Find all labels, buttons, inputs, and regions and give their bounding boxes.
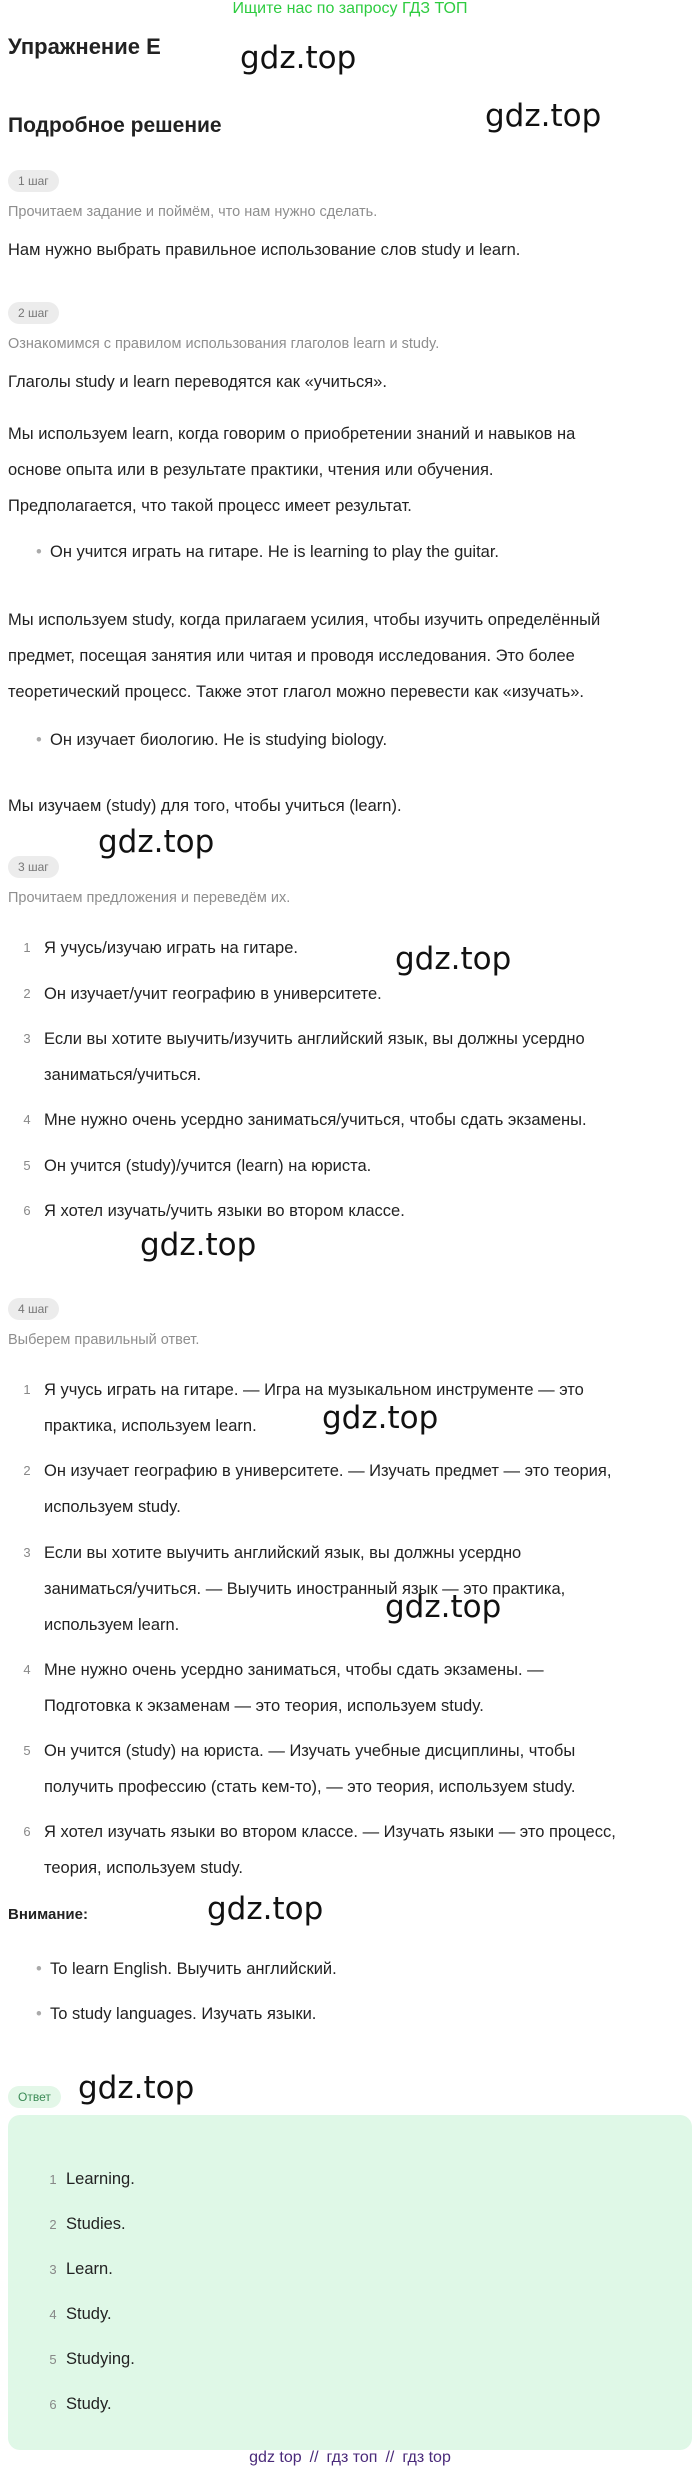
step-text: Нам нужно выбрать правильное использование слов study и learn.: [8, 241, 521, 259]
answer-item: Study.: [66, 2305, 112, 2323]
watermark: gdz.top: [322, 1400, 439, 1436]
list-number: 2: [23, 1463, 31, 1478]
watermark: gdz.top: [140, 1227, 257, 1263]
watermark: gdz.top: [485, 98, 602, 134]
list-number: 2: [23, 986, 31, 1001]
list-number: 3: [23, 1031, 31, 1046]
answer-number: 3: [49, 2262, 57, 2277]
list-item: Мне нужно очень усердно заниматься/учиться, чтобы сдать экзамены.: [44, 1111, 587, 1129]
answer-number: 2: [49, 2217, 57, 2232]
paragraph-line: теоретический процесс. Также этот глагол можно перевести как «изучать».: [8, 683, 585, 701]
footer-links: [0, 2449, 700, 2467]
list-item-line: заниматься/учиться.: [44, 1066, 202, 1084]
footer-separator: //: [309, 2449, 319, 2466]
list-number: 1: [23, 940, 31, 955]
step-hint: Прочитаем задание и поймём, что нам нужно сделать.: [8, 204, 378, 220]
list-number: 1: [23, 1382, 31, 1397]
list-item-line: заниматься/учиться. — Выучить иностранный язык — это практика,: [44, 1580, 566, 1598]
paragraph: Мы изучаем (study) для того, чтобы учиться (learn).: [8, 797, 402, 815]
paragraph-line: Предполагается, что такой процесс имеет результат.: [8, 497, 412, 515]
answer-number: 4: [49, 2307, 57, 2322]
watermark: gdz.top: [207, 1891, 324, 1927]
answer-number: 6: [49, 2397, 57, 2412]
list-number: 4: [23, 1662, 31, 1677]
footer-link[interactable]: гдз топ: [326, 2449, 378, 2466]
bullet-item: • Он изучает биологию. He is studying biology.: [50, 731, 387, 750]
answer-number: 5: [49, 2352, 57, 2367]
answer-item: Studies.: [66, 2215, 126, 2233]
footer-separator: //: [385, 2449, 395, 2466]
answer-item: Study.: [66, 2395, 112, 2413]
footer-link[interactable]: гдз top: [402, 2449, 451, 2466]
step-hint: Выберем правильный ответ.: [8, 1332, 200, 1348]
list-item-line: используем study.: [44, 1498, 181, 1516]
list-number: 4: [23, 1112, 31, 1127]
list-item: Он изучает географию в университете. — Изучать предмет — это теория,: [44, 1462, 612, 1480]
paragraph-line: Мы используем learn, когда говорим о приобретении знаний и навыков на: [8, 425, 576, 443]
step-hint: Прочитаем предложения и переведём их.: [8, 890, 291, 906]
paragraph-line: предмет, посещая занятия или читая и проводя исследования. Это более: [8, 647, 575, 665]
list-item: Мне нужно очень усердно заниматься, чтобы сдать экзамены. —: [44, 1661, 544, 1679]
step-badge: 1 шаг: [8, 170, 59, 192]
attention-label: Внимание:: [8, 1906, 88, 1923]
list-item-line: используем learn.: [44, 1616, 180, 1634]
search-hint-link[interactable]: Ищите нас по запросу ГДЗ ТОП: [232, 0, 468, 17]
answer-badge: Ответ: [8, 2086, 61, 2108]
step-badge: 2 шаг: [8, 302, 59, 324]
solution-heading: Подробное решение: [8, 114, 222, 137]
list-number: 5: [23, 1743, 31, 1758]
bullet-item: • Он учится играть на гитаре. He is learning to play the guitar.: [50, 543, 499, 562]
paragraph-line: Мы используем study, когда прилагаем усилия, чтобы изучить определённый: [8, 611, 601, 629]
list-item-line: теория, используем study.: [44, 1859, 244, 1877]
answer-item: Learn.: [66, 2260, 113, 2278]
step-badge: 3 шаг: [8, 856, 59, 878]
answer-item: Studying.: [66, 2350, 135, 2368]
list-item-line: практика, используем learn.: [44, 1417, 257, 1435]
exercise-title: Упражнение E: [8, 34, 161, 59]
watermark: gdz.top: [240, 40, 357, 76]
list-item: Я хотел изучать языки во втором классе. — Изучать языки — это процесс,: [44, 1823, 616, 1841]
list-number: 5: [23, 1158, 31, 1173]
list-item: Если вы хотите выучить/изучить английский язык, вы должны усердно: [44, 1030, 585, 1048]
bullet-item: • To study languages. Изучать языки.: [50, 2005, 316, 2024]
list-item: Если вы хотите выучить английский язык, вы должны усердно: [44, 1544, 522, 1562]
list-item: Он изучает/учит географию в университете.: [44, 985, 382, 1003]
watermark: gdz.top: [385, 1589, 502, 1625]
list-item: Я учусь/изучаю играть на гитаре.: [44, 939, 298, 957]
answer-number: 1: [49, 2172, 57, 2187]
paragraph-line: основе опыта или в результате практики, чтения или обучения.: [8, 461, 494, 479]
answer-item: Learning.: [66, 2170, 135, 2188]
list-number: 6: [23, 1203, 31, 1218]
step-hint: Ознакомимся с правилом использования глаголов learn и study.: [8, 336, 440, 352]
list-item: Я учусь играть на гитаре. — Игра на музыкальном инструменте — это: [44, 1381, 584, 1399]
watermark: gdz.top: [395, 941, 512, 977]
step-badge: 4 шаг: [8, 1298, 59, 1320]
list-item-line: получить профессию (стать кем-то), — это теория, используем study.: [44, 1778, 576, 1796]
list-item: Он учится (study) на юриста. — Изучать учебные дисциплины, чтобы: [44, 1742, 576, 1760]
watermark: gdz.top: [98, 824, 215, 860]
list-number: 6: [23, 1824, 31, 1839]
list-item: Он учится (study)/учится (learn) на юриста.: [44, 1157, 372, 1175]
list-item: Я хотел изучать/учить языки во втором классе.: [44, 1202, 405, 1220]
list-number: 3: [23, 1545, 31, 1560]
list-item-line: Подготовка к экзаменам — это теория, используем study.: [44, 1697, 484, 1715]
paragraph: Глаголы study и learn переводятся как «учиться».: [8, 373, 387, 391]
bullet-item: • To learn English. Выучить английский.: [50, 1960, 337, 1979]
footer-link[interactable]: gdz top: [249, 2449, 302, 2466]
watermark: gdz.top: [78, 2070, 195, 2106]
